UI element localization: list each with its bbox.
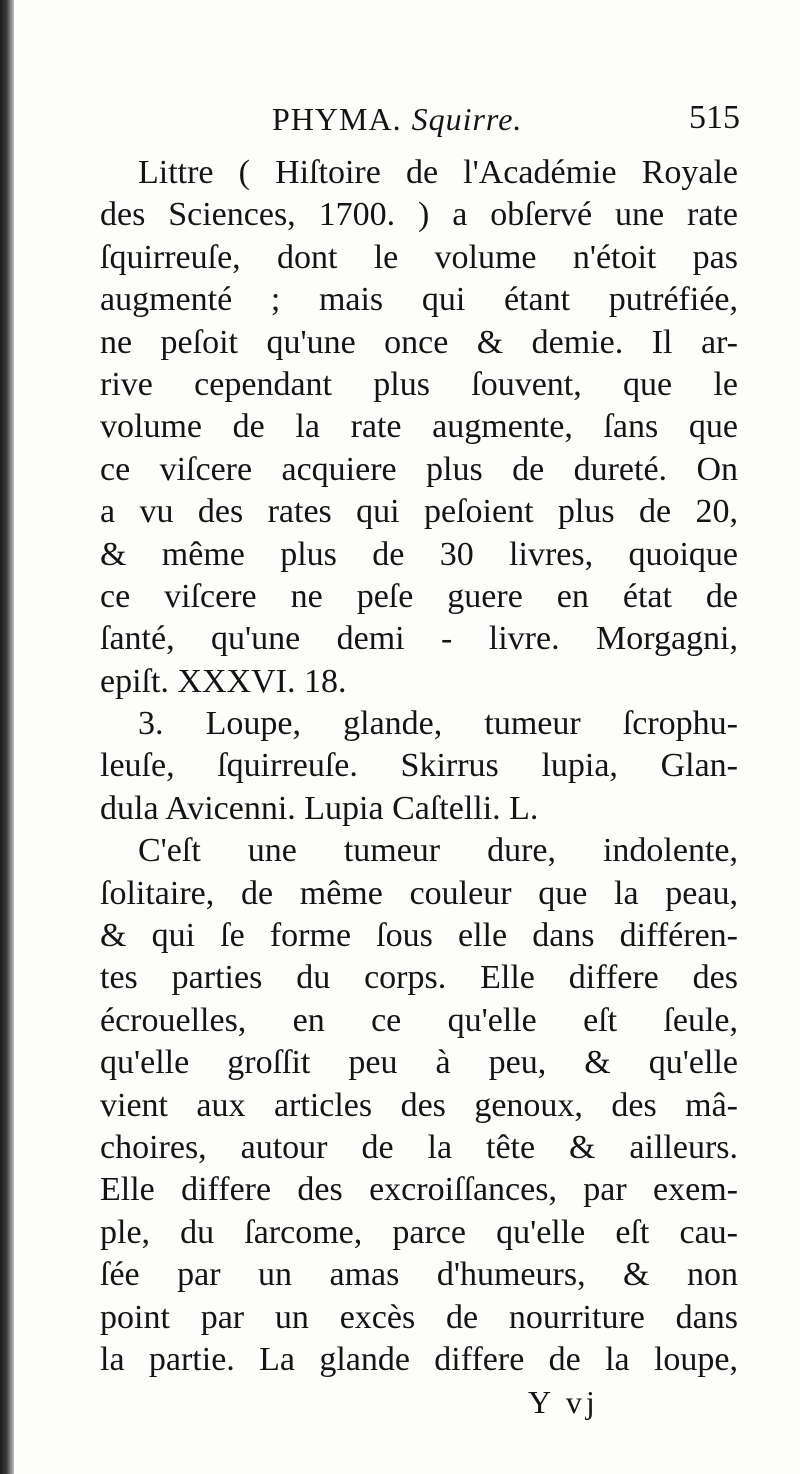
text-line: dula Avicenni. Lupia Caſtelli. L. [100, 789, 539, 827]
text-line: Elle differe des excroiſſances, par exem- [100, 1171, 738, 1209]
text-line: ſanté, qu'une demi - livre. Morgagni, [100, 620, 738, 658]
text-line: tes parties du corps. Elle differe des [100, 959, 738, 997]
text-line: point par un excès de nourriture dans [100, 1298, 738, 1336]
text-line: epiſt. XXXVI. 18. [100, 662, 347, 700]
text-line: C'eſt une tumeur dure, indolente, [138, 832, 738, 870]
running-title [272, 101, 522, 138]
text-line: écrouelles, en ce qu'elle eſt ſeule, [100, 1001, 738, 1039]
text-line: des Sciences, 1700. ) a obſervé une rate [100, 196, 738, 234]
text-line: ſolitaire, de même couleur que la peau, [100, 874, 738, 912]
running-header [100, 95, 740, 145]
book-spine-shadow [0, 0, 14, 1474]
text-line: ne peſoit qu'une once & demie. Il ar- [100, 323, 738, 361]
text-line: qu'elle groſſit peu à peu, & qu'elle [100, 1044, 738, 1082]
running-title-main: PHYMA. [272, 101, 402, 137]
text-line: ſquirreuſe, dont le volume n'étoit pas [100, 238, 738, 276]
page-number: 515 [689, 99, 740, 136]
text-line: ſée par un amas d'humeurs, & non [100, 1256, 738, 1294]
text-line: ple, du ſarcome, parce qu'elle eſt cau- [100, 1213, 738, 1251]
text-line: 3. Loupe, glande, tumeur ſcrophu- [138, 705, 738, 743]
text-line: ce viſcere ne peſe guere en état de [100, 577, 738, 615]
text-line: & même plus de 30 livres, quoique [100, 535, 738, 573]
text-line: rive cependant plus ſouvent, que le [100, 365, 738, 403]
text-line: a vu des rates qui peſoient plus de 20, [100, 493, 738, 531]
text-line: ce viſcere acquiere plus de dureté. On [100, 450, 738, 488]
catchword-signature: Y vj [528, 1384, 599, 1420]
text-line: volume de la rate augmente, ſans que [100, 408, 738, 446]
text-line: & qui ſe forme ſous elle dans différen- [100, 917, 738, 955]
text-line: la partie. La glande differe de la loupe, [100, 1340, 738, 1378]
running-title-sub: Squirre. [411, 101, 523, 137]
body-text [100, 152, 738, 1381]
text-line: vient aux articles des genoux, des mâ- [100, 1086, 738, 1124]
text-line: augmenté ; mais qui étant putréfiée, [100, 281, 738, 319]
text-line: leuſe, ſquirreuſe. Skirrus lupia, Glan- [100, 747, 738, 785]
text-line: choires, autour de la tête & ailleurs. [100, 1128, 738, 1166]
text-line: Littre ( Hiſtoire de l'Académie Royale [138, 154, 738, 191]
